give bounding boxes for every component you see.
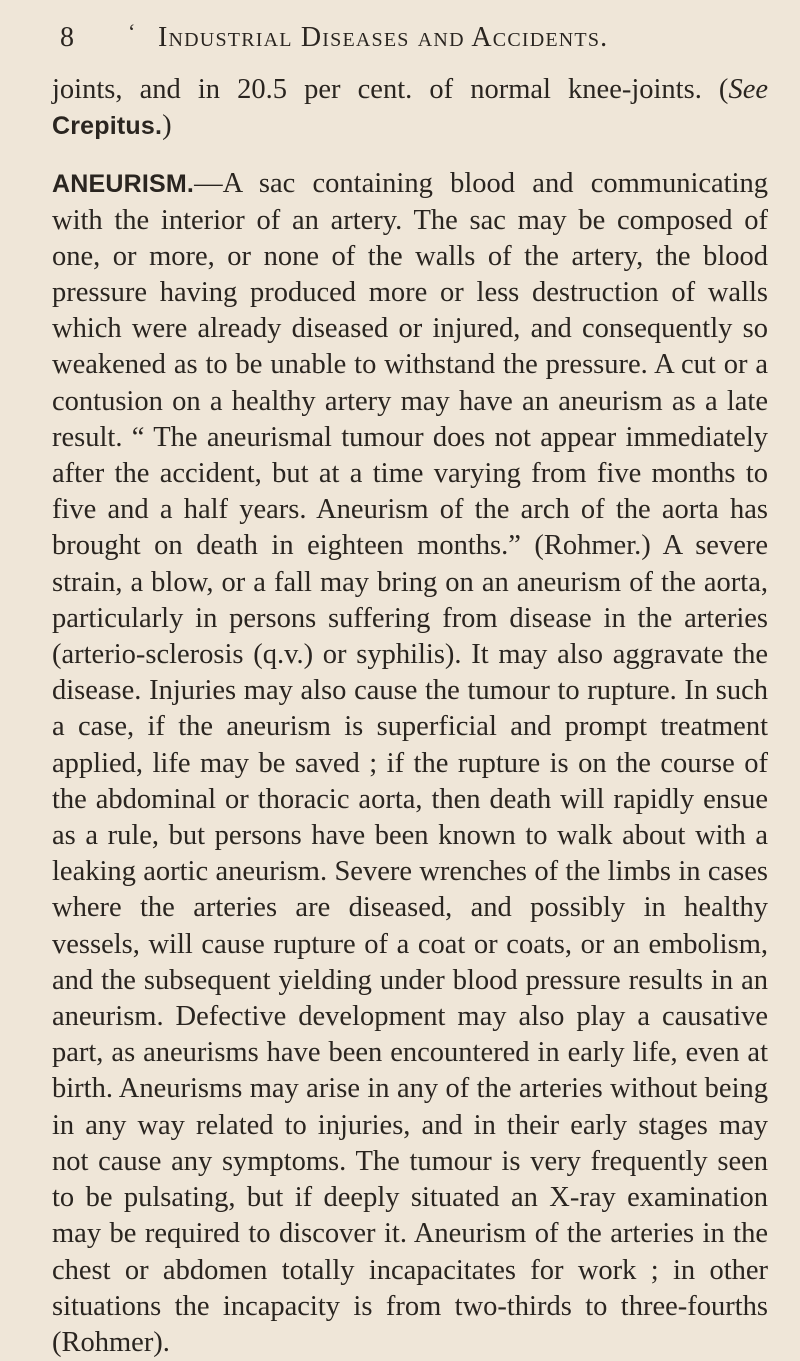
running-header: [40, 18, 760, 58]
paragraph-continuation: [52, 72, 768, 144]
paragraph-aneurism: [52, 166, 768, 1361]
closing-paren: ): [162, 110, 172, 142]
printer-mark: ‘: [128, 19, 136, 44]
cross-reference-crepitus: Crepitus.: [52, 112, 163, 141]
paragraph-text: —A sac containing blood and communicating with the interior of an artery. The sac may be composed of one, or more, or none of the walls of the artery, the blood pressure having produced more or less destruction of walls which were already diseased or injured, and consequently so weakened as to be unable to withstand the pressure. A cut or a contusion on a healthy artery may have an aneurism as a late result. “ The aneurismal tumour does not appear immediately after the accident, but at a time varying from five months to five and a half years. Aneurism of the arch of the aorta has brought on death in eighteen months.” (Rohmer.) A severe strain, a blow, or a fall may bring on an aneurism of the aorta, particularly in persons suffering from disease in the arteries (arterio-sclerosis (q.v.) or syphilis). It may also aggravate the disease. Injuries may also cause the tumour to rupture. In such a case, if the aneurism is superficial and prompt treatment applied, life may be saved ; if the rupture is on the course of the abdominal or thoracic aorta, then death will rapidly ensue as a rule, but persons have been known to walk about with a leaking aortic aneurism. Severe wrenches of the limbs in cases where the arteries are diseased, and possibly in healthy vessels, will cause rupture of a coat or coats, or an embolism, and the subsequent yielding under blood pressure results in an aneurism. Defective development may also play a causative part, as aneurisms have been encountered in early life, even at birth. Aneurisms may arise in any of the arteries without being in any way related to injuries, and in their early stages may not cause any symptoms. The tumour is very frequently seen to be pulsating, but if deeply situated an X-ray examination may be required to discover it. Aneurism of the arteries in the chest or abdomen totally incapacitates for work ; in other situations the incapacity is from two-thirds to three-fourths (Rohmer).: [52, 168, 768, 1358]
see-reference: See: [728, 74, 768, 105]
running-title: Industrial Diseases and Accidents.: [158, 22, 609, 53]
page-number: 8: [60, 22, 74, 53]
body-text: [52, 72, 768, 1361]
entry-heading-aneurism: ANEURISM.: [52, 170, 195, 199]
paragraph-text: joints, and in 20.5 per cent. of normal knee-joints. (: [52, 74, 729, 105]
